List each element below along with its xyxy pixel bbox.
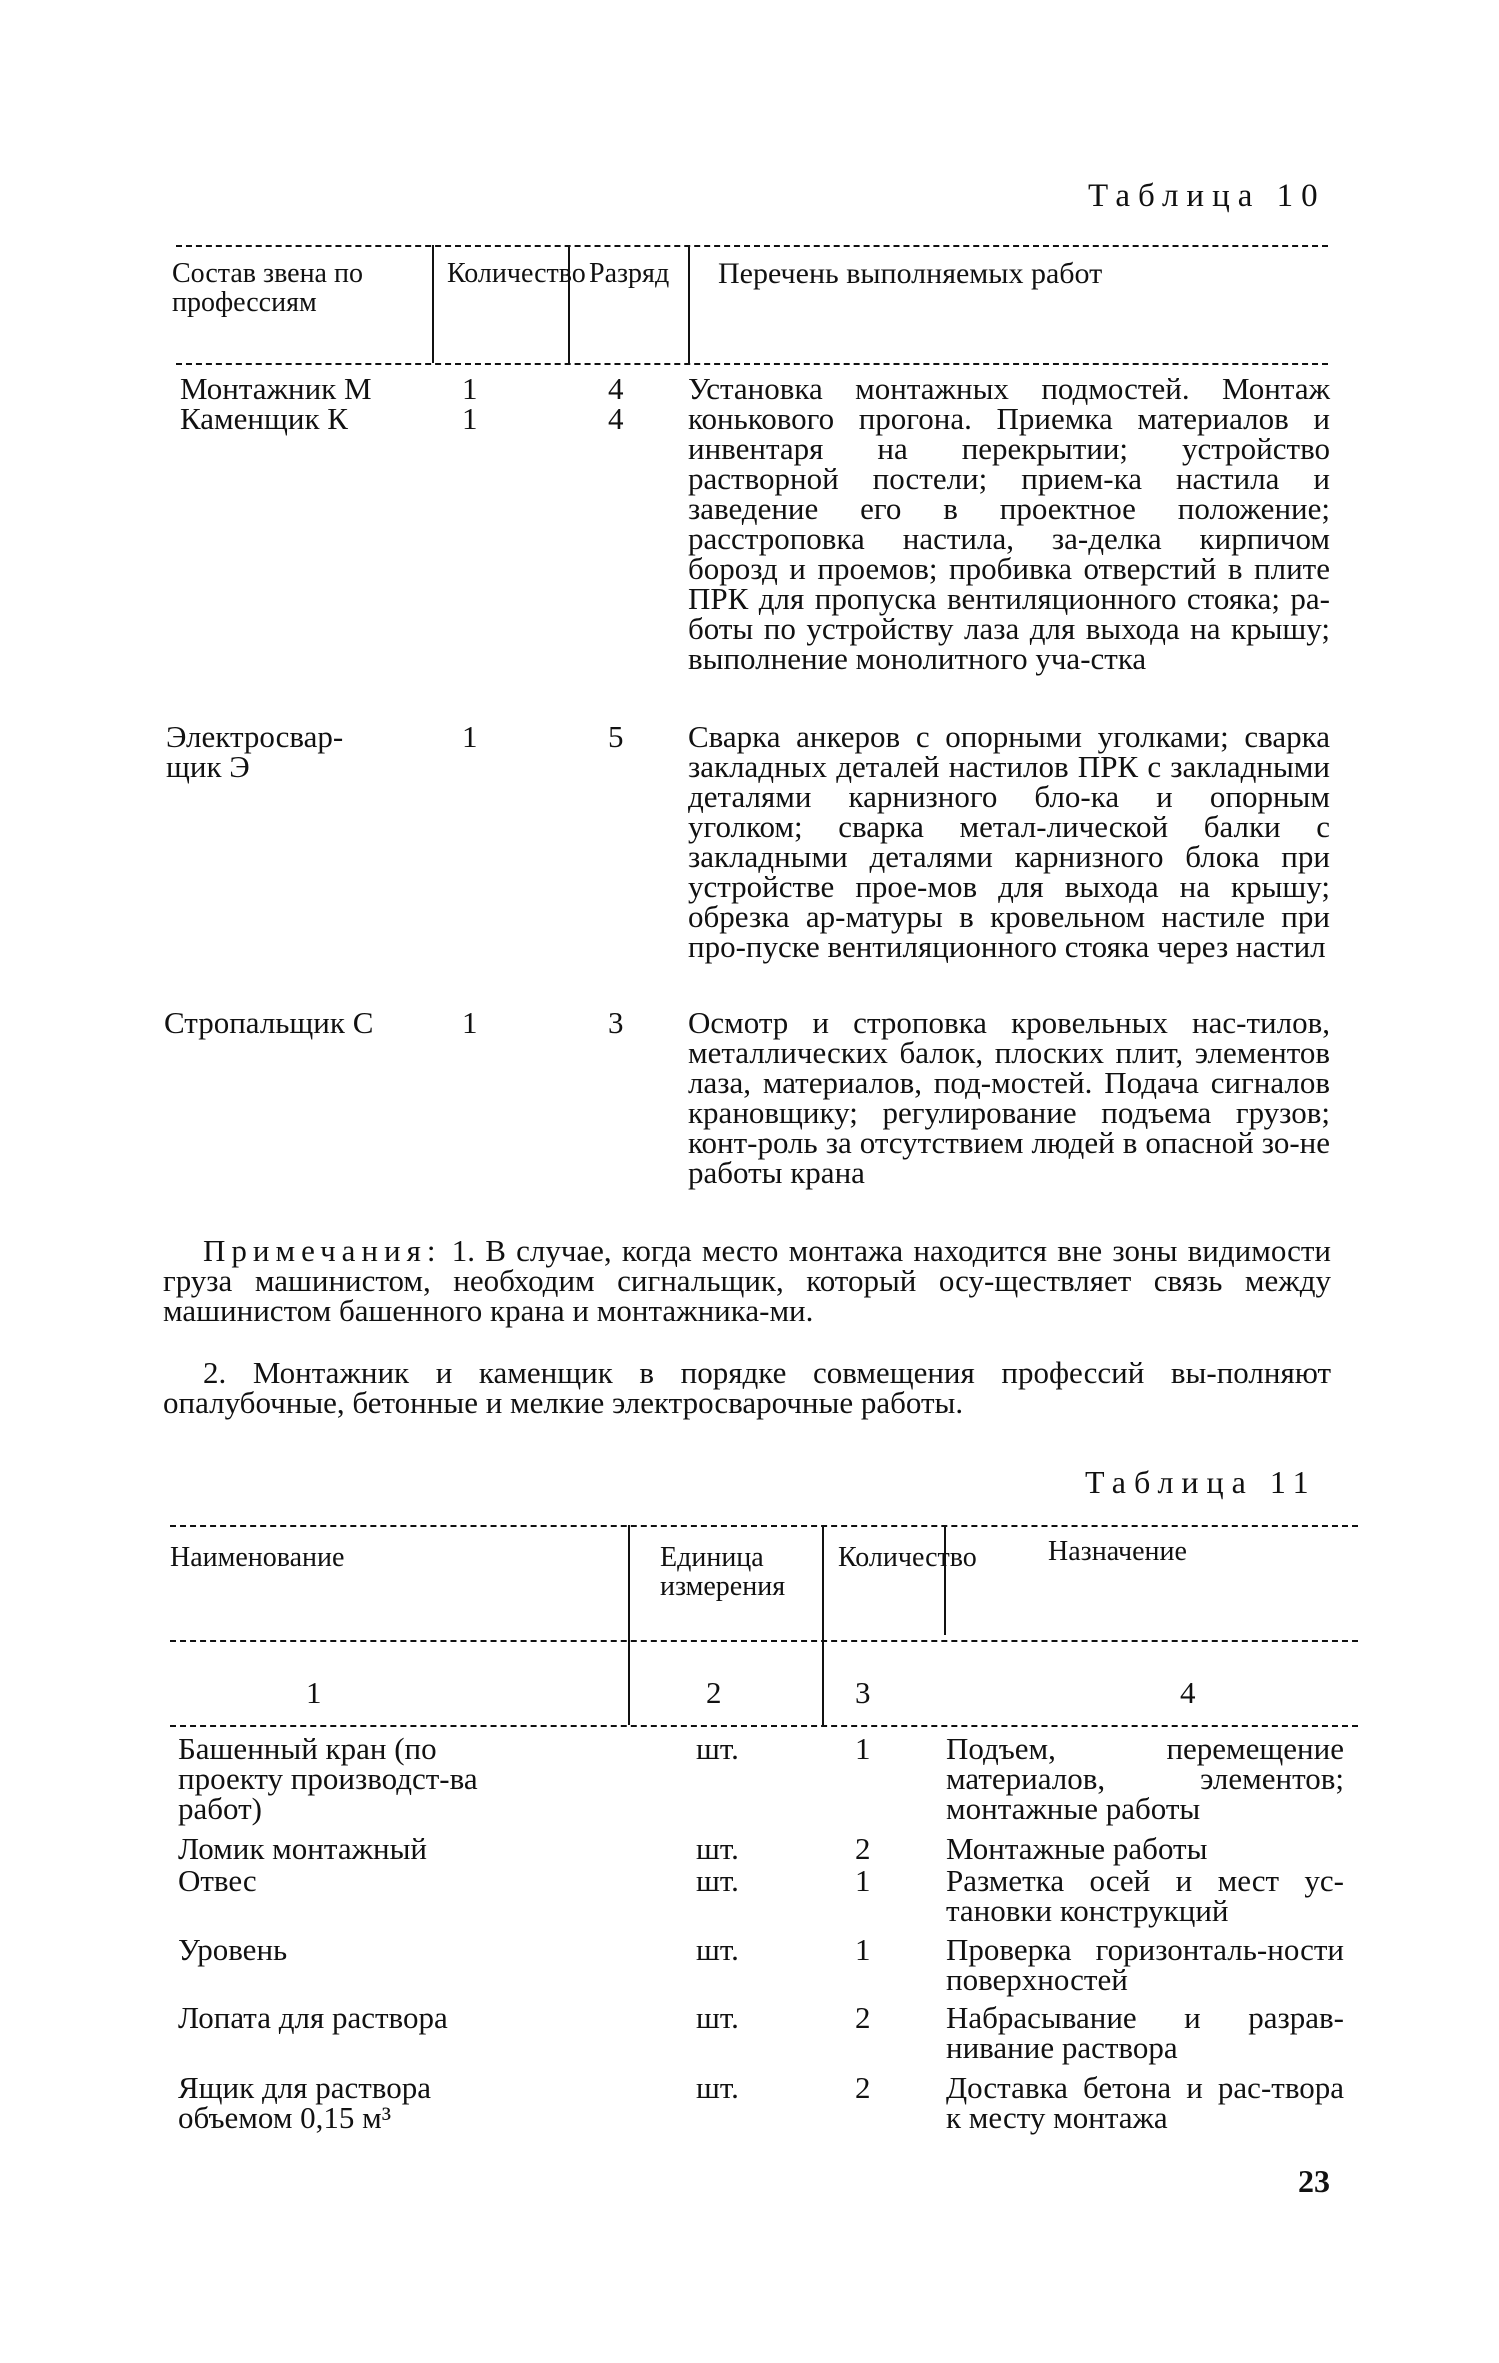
table10-row1-grade: 4 4: [608, 371, 624, 436]
table11-row4-unit: шт.: [696, 1932, 739, 1967]
table11-row3-unit: шт.: [696, 1863, 739, 1898]
table11-row1-purpose: Подъем, перемещение материалов, элементов; монтажные работы: [946, 1731, 1344, 1826]
table10-row2-works: Сварка анкеров с опорными уголками; сварка закладных деталей настилов ПРК с закладными деталями карнизного бло-ка и опорным уголком; сварка метал-лической балки с закладными деталями карнизного блока при устройстве прое-мов для выхода на крышу; обрезка ар-матуры в кровельном настиле при про-пуске вентиляционного стояка через настил: [688, 719, 1330, 964]
table11-row5-count: 2: [855, 2000, 871, 2035]
table11-header-name: Наименование: [170, 1542, 345, 1573]
table11-row3-name: Отвес: [178, 1863, 257, 1898]
table10-header-works: Перечень выполняемых работ: [718, 257, 1103, 290]
table11-col-divider-1: [628, 1525, 630, 1725]
table11-row1-count: 1: [855, 1731, 871, 1766]
table11-row4-name: Уровень: [178, 1932, 288, 1967]
table11-colnum-4: 4: [1180, 1675, 1196, 1710]
table11-row4-count: 1: [855, 1932, 871, 1967]
page-number: 23: [1298, 2163, 1330, 2199]
table11-row1-unit: шт.: [696, 1731, 739, 1766]
note-2: 2. Монтажник и каменщик в порядке совмещения профессий вы-полняют опалубочные, бетонные и мелкие электросварочные работы.: [163, 1355, 1331, 1420]
table10-header-rule: [176, 363, 1328, 365]
table10-row1-works: Установка монтажных подмостей. Монтаж конькового прогона. Приемка материалов и инвентаря на перекрытии; устройство растворной постели; прием-ка настила и заведение его в проектное положение; расстроповка настила, за-делка кирпичом борозд и проемов; пробивка отверстий в плите ПРК для пропуска вентиляционного стояка; ра-боты по устройству лаза для выхода на крышу; выполнение монолитного уча-стка: [688, 371, 1330, 676]
table11-row6-unit: шт.: [696, 2070, 739, 2105]
notes-block: [163, 1233, 1332, 1328]
table11-row6-purpose: Доставка бетона и рас-твора к месту монтажа: [946, 2070, 1344, 2135]
table10-row3-quantity: 1: [462, 1005, 478, 1040]
table11-numbers-rule: [170, 1725, 1358, 1727]
table10-row3-grade: 3: [608, 1005, 624, 1040]
table11-row3-purpose: Разметка осей и мест ус-тановки конструкций: [946, 1863, 1344, 1928]
table11-row4-purpose: Проверка горизонталь-ности поверхностей: [946, 1932, 1344, 1997]
table10-row2-profession: Электросвар-щик Э: [166, 719, 344, 784]
table10-col-divider-3: [688, 245, 690, 363]
table11-row1-name: Башенный кран (по проекту производст-ва работ): [178, 1731, 478, 1826]
table11-row2-purpose: Монтажные работы: [946, 1831, 1208, 1866]
table10-header-profession: Состав звена по профессиям: [172, 258, 363, 318]
table10-caption: Таблица 10: [1088, 178, 1326, 214]
table10-row3-profession: Стропальщик С: [164, 1005, 374, 1040]
table11-header-purpose: Назначение: [1048, 1536, 1187, 1567]
table11-row5-unit: шт.: [696, 2000, 739, 2035]
table10-row2-quantity: 1: [462, 719, 478, 754]
table10-row3-works: Осмотр и строповка кровельных нас-тилов, металлических балок, плоских плит, элементов лаза, материалов, под-мостей. Подача сигналов крановщику; регулирование подъема грузов; конт-роль за отсутствием людей в опасной зо-не работы крана: [688, 1005, 1330, 1190]
table11-caption: Таблица 11: [1085, 1464, 1317, 1500]
notes-label: Примечания:: [203, 1233, 442, 1268]
table11-row2-name: Ломик монтажный: [178, 1831, 427, 1866]
table11-colnum-1: 1: [306, 1675, 322, 1710]
table11-row5-purpose: Набрасывание и разрав-нивание раствора: [946, 2000, 1344, 2065]
table10-top-rule: [176, 245, 1328, 247]
table10-row1-profession: Монтажник М Каменщик К: [180, 371, 372, 436]
table11-header-unit: Единица измерения: [660, 1542, 786, 1602]
table11-row6-count: 2: [855, 2070, 871, 2105]
table11-header-rule: [170, 1640, 1358, 1642]
table10-row2-grade: 5: [608, 719, 624, 754]
table11-row2-count: 2: [855, 1831, 871, 1866]
note-1: 1. В случае, когда место монтажа находится вне зоны видимости груза машинистом, необходим сигнальщик, который осу-ществляет связь между машинистом башенного крана и монтажника-ми.: [163, 1233, 1332, 1328]
table11-row2-unit: шт.: [696, 1831, 739, 1866]
table10-header-quantity: Количество: [447, 258, 586, 289]
table10-col-divider-1: [432, 245, 434, 363]
table11-row3-count: 1: [855, 1863, 871, 1898]
table11-top-rule: [170, 1525, 1358, 1527]
table11-colnum-3: 3: [855, 1675, 871, 1710]
table11-row5-name: Лопата для раствора: [178, 2000, 448, 2035]
table11-header-count: Количество: [838, 1542, 977, 1573]
table11-row6-name: Ящик для раствора объемом 0,15 м³: [178, 2070, 431, 2135]
table10-row1-quantity: 1 1: [462, 371, 478, 436]
table11-colnum-2: 2: [706, 1675, 722, 1710]
table11-col-divider-2: [822, 1525, 824, 1725]
table10-header-grade: Разряд: [589, 258, 670, 289]
